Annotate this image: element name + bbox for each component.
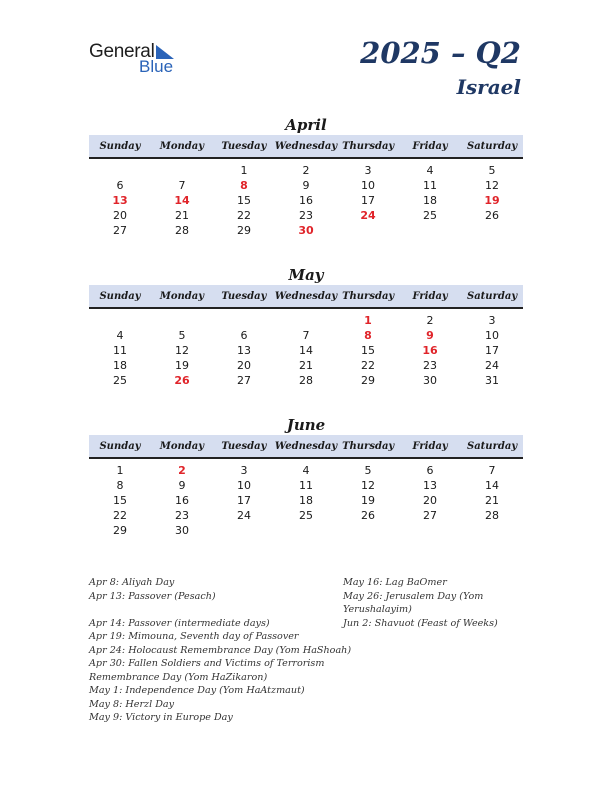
day-cell: 17 — [485, 344, 499, 357]
day-cell: 11 — [423, 179, 437, 192]
week-row — [89, 193, 523, 208]
day-cell: 20 — [113, 209, 127, 222]
day-cell: 17 — [237, 494, 251, 507]
day-cell: 30 — [423, 374, 437, 387]
weekday-label: Wednesday — [274, 140, 338, 152]
day-cell: 6 — [116, 179, 124, 192]
day-cell: 29 — [361, 374, 375, 387]
day-cell: 7 — [178, 179, 186, 192]
day-cell: 6 — [240, 329, 248, 342]
weekday-label: Monday — [159, 440, 205, 452]
day-cell: 14 — [485, 479, 499, 492]
day-cell: 13 — [237, 344, 251, 357]
day-cell — [151, 313, 213, 328]
month-name: May — [288, 266, 324, 284]
day-cell: 18 — [423, 194, 437, 207]
weekday-label: Tuesday — [221, 290, 267, 302]
week-row — [89, 313, 523, 328]
day-cell: 21 — [299, 359, 313, 372]
weekday-label: Thursday — [342, 140, 395, 152]
holiday-note: Remembrance Day (Yom HaZikaron) — [89, 671, 268, 683]
day-cell: 26 — [361, 509, 375, 522]
day-cell — [461, 223, 523, 238]
day-cell: 19 — [361, 494, 375, 507]
week-row — [89, 478, 523, 493]
day-cell: 30 — [175, 524, 189, 537]
weekday-label: Monday — [159, 140, 205, 152]
day-cell — [337, 523, 399, 538]
weekday-label: Wednesday — [274, 290, 338, 302]
day-cell: 31 — [485, 374, 499, 387]
week-row — [89, 523, 523, 538]
weekday-label: Saturday — [466, 140, 518, 152]
day-cell: 27 — [423, 509, 437, 522]
day-cell: 5 — [364, 464, 372, 477]
day-cell: 8 — [240, 179, 248, 192]
day-cell: 7 — [302, 329, 310, 342]
day-cell: 21 — [485, 494, 499, 507]
month-calendar — [89, 265, 523, 388]
weekday-label: Tuesday — [221, 440, 267, 452]
weekday-header — [89, 135, 523, 159]
holiday-note: Apr 14: Passover (intermediate days) — [89, 617, 270, 629]
month-calendar — [89, 415, 523, 538]
day-cell: 29 — [113, 524, 127, 537]
day-cell: 16 — [175, 494, 189, 507]
weekday-label: Friday — [412, 440, 448, 452]
day-cell: 27 — [113, 224, 127, 237]
logo — [89, 41, 189, 77]
weekday-label: Thursday — [342, 290, 395, 302]
day-cell: 4 — [116, 329, 124, 342]
day-cell: 6 — [426, 464, 434, 477]
day-cell: 10 — [361, 179, 375, 192]
holiday-note: May 26: Jerusalem Day (Yom — [343, 590, 484, 602]
day-cell: 20 — [237, 359, 251, 372]
holiday-note: Apr 8: Aliyah Day — [89, 577, 175, 588]
day-cell: 22 — [237, 209, 251, 222]
weekday-label: Saturday — [466, 440, 518, 452]
day-cell: 4 — [426, 164, 434, 177]
day-cell: 15 — [237, 194, 251, 207]
day-cell: 24 — [485, 359, 499, 372]
day-cell: 14 — [299, 344, 313, 357]
note-spacer — [89, 603, 351, 617]
weekday-label: Sunday — [99, 290, 141, 302]
day-cell: 2 — [178, 464, 186, 477]
week-row — [89, 178, 523, 193]
week-row — [89, 463, 523, 478]
day-cell — [461, 523, 523, 538]
day-cell: 12 — [485, 179, 499, 192]
holiday-notes-right — [343, 576, 498, 630]
holiday-note: May 8: Herzl Day — [89, 698, 175, 710]
day-cell: 26 — [485, 209, 499, 222]
day-cell: 3 — [240, 464, 248, 477]
day-cell: 5 — [178, 329, 186, 342]
week-row — [89, 358, 523, 373]
day-cell: 12 — [175, 344, 189, 357]
day-cell — [275, 523, 337, 538]
holiday-notes-left — [89, 576, 351, 725]
day-cell: 23 — [299, 209, 313, 222]
day-cell: 16 — [422, 344, 438, 357]
day-cell — [89, 163, 151, 178]
day-cell: 9 — [178, 479, 186, 492]
week-row — [89, 223, 523, 238]
day-cell: 27 — [237, 374, 251, 387]
day-cell: 19 — [175, 359, 189, 372]
weekday-label: Saturday — [466, 290, 518, 302]
day-cell: 25 — [113, 374, 127, 387]
day-cell: 24 — [360, 209, 376, 222]
weekday-label: Sunday — [99, 140, 141, 152]
day-cell: 12 — [361, 479, 375, 492]
day-cell: 10 — [237, 479, 251, 492]
day-cell: 3 — [364, 164, 372, 177]
day-cell — [275, 313, 337, 328]
day-cell: 22 — [361, 359, 375, 372]
day-cell: 30 — [298, 224, 314, 237]
day-cell — [151, 163, 213, 178]
logo-general-text: General — [89, 41, 155, 62]
day-cell: 4 — [302, 464, 310, 477]
day-cell: 8 — [364, 329, 372, 342]
day-cell: 5 — [488, 164, 496, 177]
day-cell — [89, 313, 151, 328]
weekday-label: Friday — [412, 290, 448, 302]
holiday-note: Yerushalayim) — [343, 604, 412, 615]
day-cell: 13 — [112, 194, 128, 207]
holiday-note: Apr 24: Holocaust Remembrance Day (Yom HaShoah) — [89, 644, 352, 656]
day-cell: 1 — [364, 314, 372, 327]
weekday-label: Sunday — [99, 440, 141, 452]
weekday-label: Wednesday — [274, 440, 338, 452]
day-cell: 10 — [485, 329, 499, 342]
day-cell: 9 — [302, 179, 310, 192]
day-cell: 19 — [484, 194, 500, 207]
day-cell: 2 — [426, 314, 434, 327]
day-cell: 16 — [299, 194, 313, 207]
weekday-label: Thursday — [342, 440, 395, 452]
weekday-label: Friday — [412, 140, 448, 152]
day-cell: 11 — [299, 479, 313, 492]
day-cell: 28 — [485, 509, 499, 522]
logo-blue-text: Blue — [139, 57, 174, 76]
day-cell: 28 — [299, 374, 313, 387]
week-row — [89, 208, 523, 223]
day-cell: 3 — [488, 314, 496, 327]
day-cell: 29 — [237, 224, 251, 237]
day-cell: 26 — [174, 374, 190, 387]
day-cell: 23 — [175, 509, 189, 522]
day-cell: 28 — [175, 224, 189, 237]
month-name: June — [286, 416, 326, 434]
day-cell: 18 — [299, 494, 313, 507]
day-cell: 14 — [174, 194, 190, 207]
day-cell: 11 — [113, 344, 127, 357]
holiday-note: May 16: Lag BaOmer — [343, 577, 447, 588]
holiday-note: May 1: Independence Day (Yom HaAtzmaut) — [89, 685, 305, 696]
day-cell: 22 — [113, 509, 127, 522]
weekday-label: Monday — [159, 290, 205, 302]
month-name: April — [285, 116, 327, 134]
day-cell: 18 — [113, 359, 127, 372]
week-row — [89, 163, 523, 178]
day-cell: 15 — [113, 494, 127, 507]
day-cell — [399, 523, 461, 538]
page-title: 2025 – Q2 — [360, 36, 521, 70]
day-cell: 20 — [423, 494, 437, 507]
day-cell — [213, 523, 275, 538]
week-row — [89, 493, 523, 508]
day-cell: 17 — [361, 194, 375, 207]
day-cell: 7 — [488, 464, 496, 477]
week-row — [89, 343, 523, 358]
day-cell: 9 — [426, 329, 434, 342]
day-cell: 1 — [116, 464, 124, 477]
holiday-note: Apr 19: Mimouna, Seventh day of Passover — [89, 631, 299, 642]
day-cell: 23 — [423, 359, 437, 372]
week-row — [89, 373, 523, 388]
day-cell: 15 — [361, 344, 375, 357]
holiday-note: Jun 2: Shavuot (Feast of Weeks) — [343, 617, 498, 629]
holiday-note: Apr 30: Fallen Soldiers and Victims of Terrorism — [89, 658, 325, 669]
day-cell: 13 — [423, 479, 437, 492]
holiday-note: May 9: Victory in Europe Day — [89, 712, 233, 723]
day-cell — [213, 313, 275, 328]
day-cell: 8 — [116, 479, 124, 492]
day-cell: 2 — [302, 164, 310, 177]
weekday-header — [89, 435, 523, 459]
month-calendar — [89, 115, 523, 238]
day-cell: 25 — [423, 209, 437, 222]
weekday-label: Tuesday — [221, 140, 267, 152]
country-name: Israel — [456, 75, 521, 99]
day-cell: 24 — [237, 509, 251, 522]
day-cell: 25 — [299, 509, 313, 522]
day-cell — [399, 223, 461, 238]
week-row — [89, 508, 523, 523]
day-cell: 21 — [175, 209, 189, 222]
day-cell — [337, 223, 399, 238]
holiday-note: Apr 13: Passover (Pesach) — [89, 590, 216, 602]
day-cell: 1 — [240, 164, 248, 177]
week-row — [89, 328, 523, 343]
weekday-header — [89, 285, 523, 309]
